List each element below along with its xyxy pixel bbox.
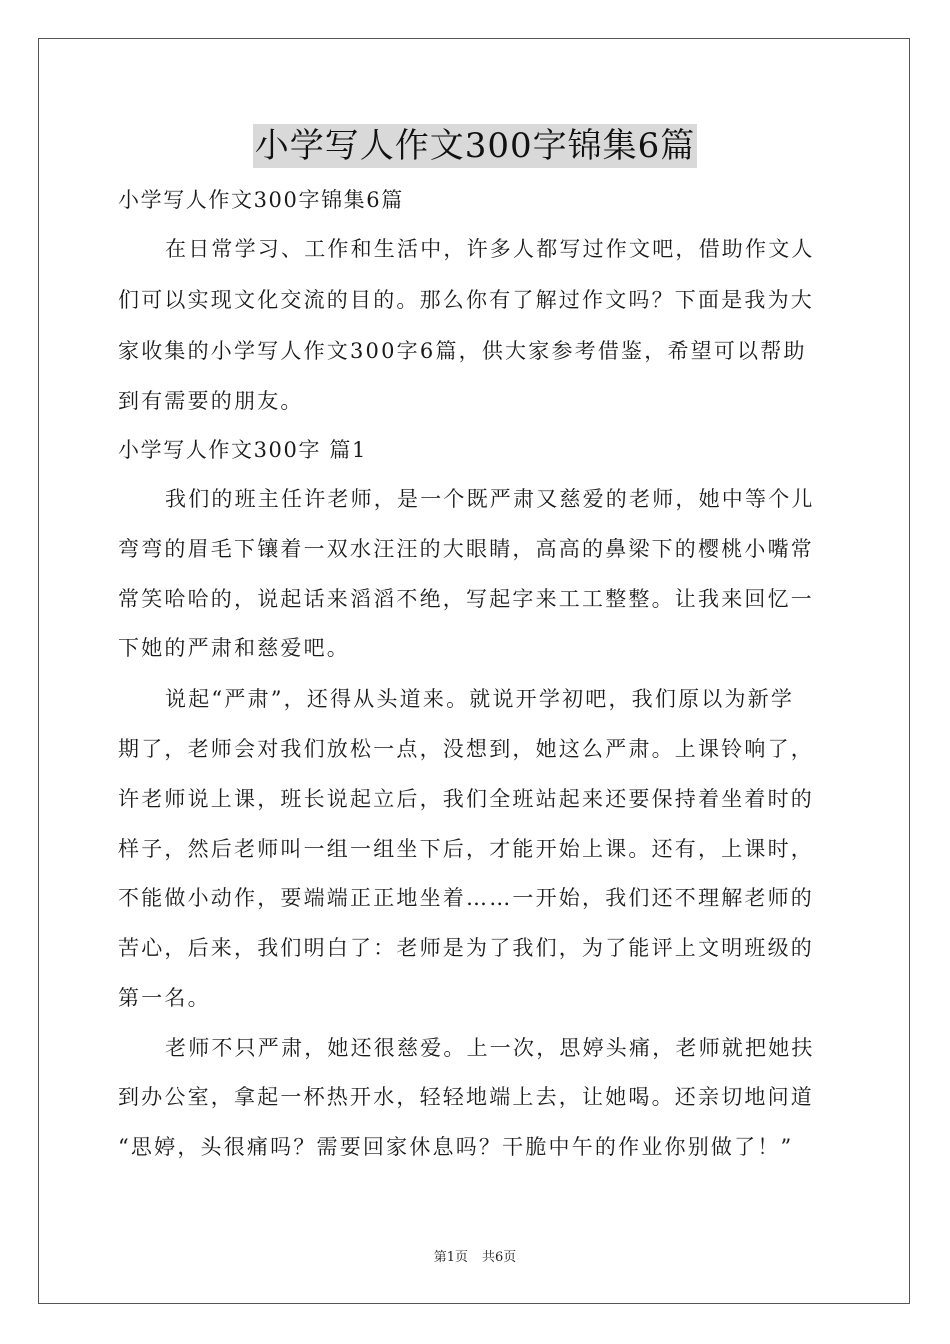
paragraph-line: “思婷，头很痛吗？需要回家休息吗？干脆中午的作业你别做了！” [118, 1135, 794, 1159]
paragraph-line: 老师不只严肃，她还很慈爱。上一次，思婷头痛，老师就把她扶 [165, 1036, 815, 1060]
paragraph-line: 们可以实现文化交流的目的。那么你有了解过作文吗？下面是我为大 [118, 288, 814, 312]
section-heading: 小学写人作文300字 篇1 [118, 438, 367, 462]
paragraph-line: 样子，然后老师叫一组一组坐下后，才能开始上课。还有，上课时， [118, 837, 814, 861]
paragraph-line: 在日常学习、工作和生活中，许多人都写过作文吧，借助作文人 [165, 237, 815, 261]
paragraph-line: 到办公室，拿起一杯热开水，轻轻地端上去，让她喝。还亲切地问道 [118, 1085, 814, 1109]
paragraph-line: 期了，老师会对我们放松一点，没想到，她这么严肃。上课铃响了， [118, 737, 814, 761]
paragraph-line: 到有需要的朋友。 [118, 389, 304, 413]
paragraph-line: 常笑哈哈的，说起话来滔滔不绝，写起字来工工整整。让我来回忆一 [118, 587, 814, 611]
subtitle-line: 小学写人作文300字锦集6篇 [118, 188, 404, 212]
paragraph-line: 不能做小动作，要端端正正地坐着……一开始，我们还不理解老师的 [118, 886, 814, 910]
page-border [38, 38, 910, 1304]
paragraph-line: 许老师说上课，班长说起立后，我们全班站起来还要保持着坐着时的 [118, 787, 814, 811]
paragraph-line: 苦心，后来，我们明白了：老师是为了我们，为了能评上文明班级的 [118, 936, 814, 960]
title-area [0, 124, 950, 168]
page-total: 共6页 [482, 1250, 517, 1265]
paragraph-line: 弯弯的眉毛下镶着一双水汪汪的大眼睛，高高的鼻梁下的樱桃小嘴常 [118, 537, 814, 561]
document-title: 小学写人作文300字锦集6篇 [254, 126, 696, 166]
paragraph-line: 说起“严肃”，还得从头道来。就说开学初吧，我们原以为新学 [165, 687, 795, 711]
paragraph-line: 我们的班主任许老师，是一个既严肃又慈爱的老师，她中等个儿 [165, 487, 815, 511]
paragraph-line: 下她的严肃和慈爱吧。 [118, 636, 350, 660]
page-footer [0, 1249, 950, 1267]
paragraph-line: 第一名。 [118, 986, 211, 1010]
paragraph-line: 家收集的小学写人作文300字6篇，供大家参考借鉴，希望可以帮助 [118, 339, 807, 363]
page-number: 第1页 [433, 1250, 468, 1265]
